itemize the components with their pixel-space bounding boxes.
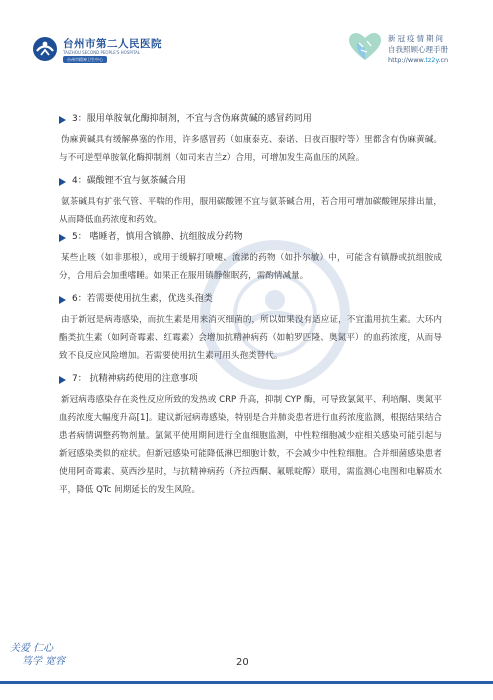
slogan-line-2: 笃学 宽容 [22,656,66,667]
section-paragraph: 氨茶碱具有扩张气管、平喘的作用，服用碳酸锂不宜与氨茶碱合用，若合用可增加碳酸锂尿排出量，从而降低血药浓度和药效。 [59,197,442,225]
footer-rule [0,681,493,684]
section-heading [59,231,442,244]
section-5 [59,231,442,285]
section-heading-text: 3：服用单胺氧化酶抑制剂，不宜与含伪麻黄碱的感冒药同用 [72,114,312,124]
section-heading-text: 4：碳酸锂不宜与氨茶碱合用 [72,176,186,186]
section-heading [59,373,442,386]
heart-logo-icon [347,32,383,62]
website-url[interactable] [388,55,468,66]
bullet-triangle-icon [59,376,66,384]
section-paragraph: 新冠病毒感染存在炎性反应所致的发热或 CRP 升高，抑制 CYP 酶，可导致氯氮平、利培酮、奥氮平血药浓度大幅度升高[1]。建议新冠病毒感染，特别是合并肺炎患者进行血药浓度监测，根据结果结合患者病情调整药物剂量。氯氮平使用期间进行全血细胞监测，中性粒细胞减少症相关感染可能引起与新冠感染类似的症状。但新冠感染可能降低淋巴细胞计数，不会减少中性粒细胞。合并细菌感染患者使用阿奇霉素、莫西沙星时，与抗精神病药（齐拉西酮、氟哌啶醇）联用，需监测心电图和电解质水平，降低 QTc 间期延长的发生风险。 [59,395,442,495]
section-heading-text: 6：若需要使用抗生素，优选头孢类 [72,294,213,304]
bullet-triangle-icon [59,178,66,186]
section-heading [59,113,442,126]
slogan-signature [10,642,65,668]
bullet-triangle-icon [59,296,66,304]
section-3 [59,113,442,167]
section-paragraph: 由于新冠是病毒感染，而抗生素是用来消灭细菌的，所以如果没有适应证，不宜滥用抗生素。大环内酯类抗生素（如阿奇霉素、红霉素）会增加抗精神病药（如帕罗匹隆、奥氮平）的血药浓度，从而导致不良反应风险增加。若需要使用抗生素可用头孢类替代。 [59,315,442,361]
bullet-triangle-icon [59,116,66,124]
section-heading-text: 7： 抗精神病药使用的注意事项 [72,374,198,384]
url-domain: tz2y [425,56,439,64]
section-7 [59,373,442,499]
url-suffix: .cn [438,56,449,64]
section-heading [59,175,442,188]
page-header [0,0,493,82]
handbook-title-block [388,33,468,66]
hospital-english-name: TAIZHOU SECOND PEOPLE'S HOSPITAL [63,50,141,55]
section-4 [59,175,442,229]
section-heading-text: 5： 嗜睡者，慎用含镇静、抗组胺成分药物 [72,232,243,242]
hospital-tag: 台州市精神卫生中心 [63,56,107,63]
document-body [59,113,442,499]
slogan-line-1: 关爱 仁心 [10,643,54,654]
section-paragraph: 某些止咳（如非那根），或用于缓解打喷嚏、流涕的药物（如扑尔敏）中，可能含有镇静或抗组胺成分，合用后会加重嗜睡。如果正在服用镇静催眠药，需酌情减量。 [59,253,442,281]
handbook-title-line2: 自我照顾心理手册 [388,45,448,54]
section-6 [59,293,442,365]
section-heading [59,293,442,306]
hospital-name: 台州市第二人民医院 [63,38,162,50]
url-prefix: http://www. [388,56,426,64]
bullet-triangle-icon [59,234,66,242]
hospital-logo-icon [32,36,58,62]
handbook-title-line1: 新冠疫情期间 [388,34,445,43]
page-number: 20 [236,657,249,668]
section-paragraph: 伪麻黄碱具有缓解鼻塞的作用，许多感冒药（如康泰克、泰诺、日夜百服咛等）里都含有伪麻黄碱。与不可逆型单胺氧化酶抑制剂（如司来吉兰z）合用，可增加发生高血压的风险。 [59,135,442,163]
